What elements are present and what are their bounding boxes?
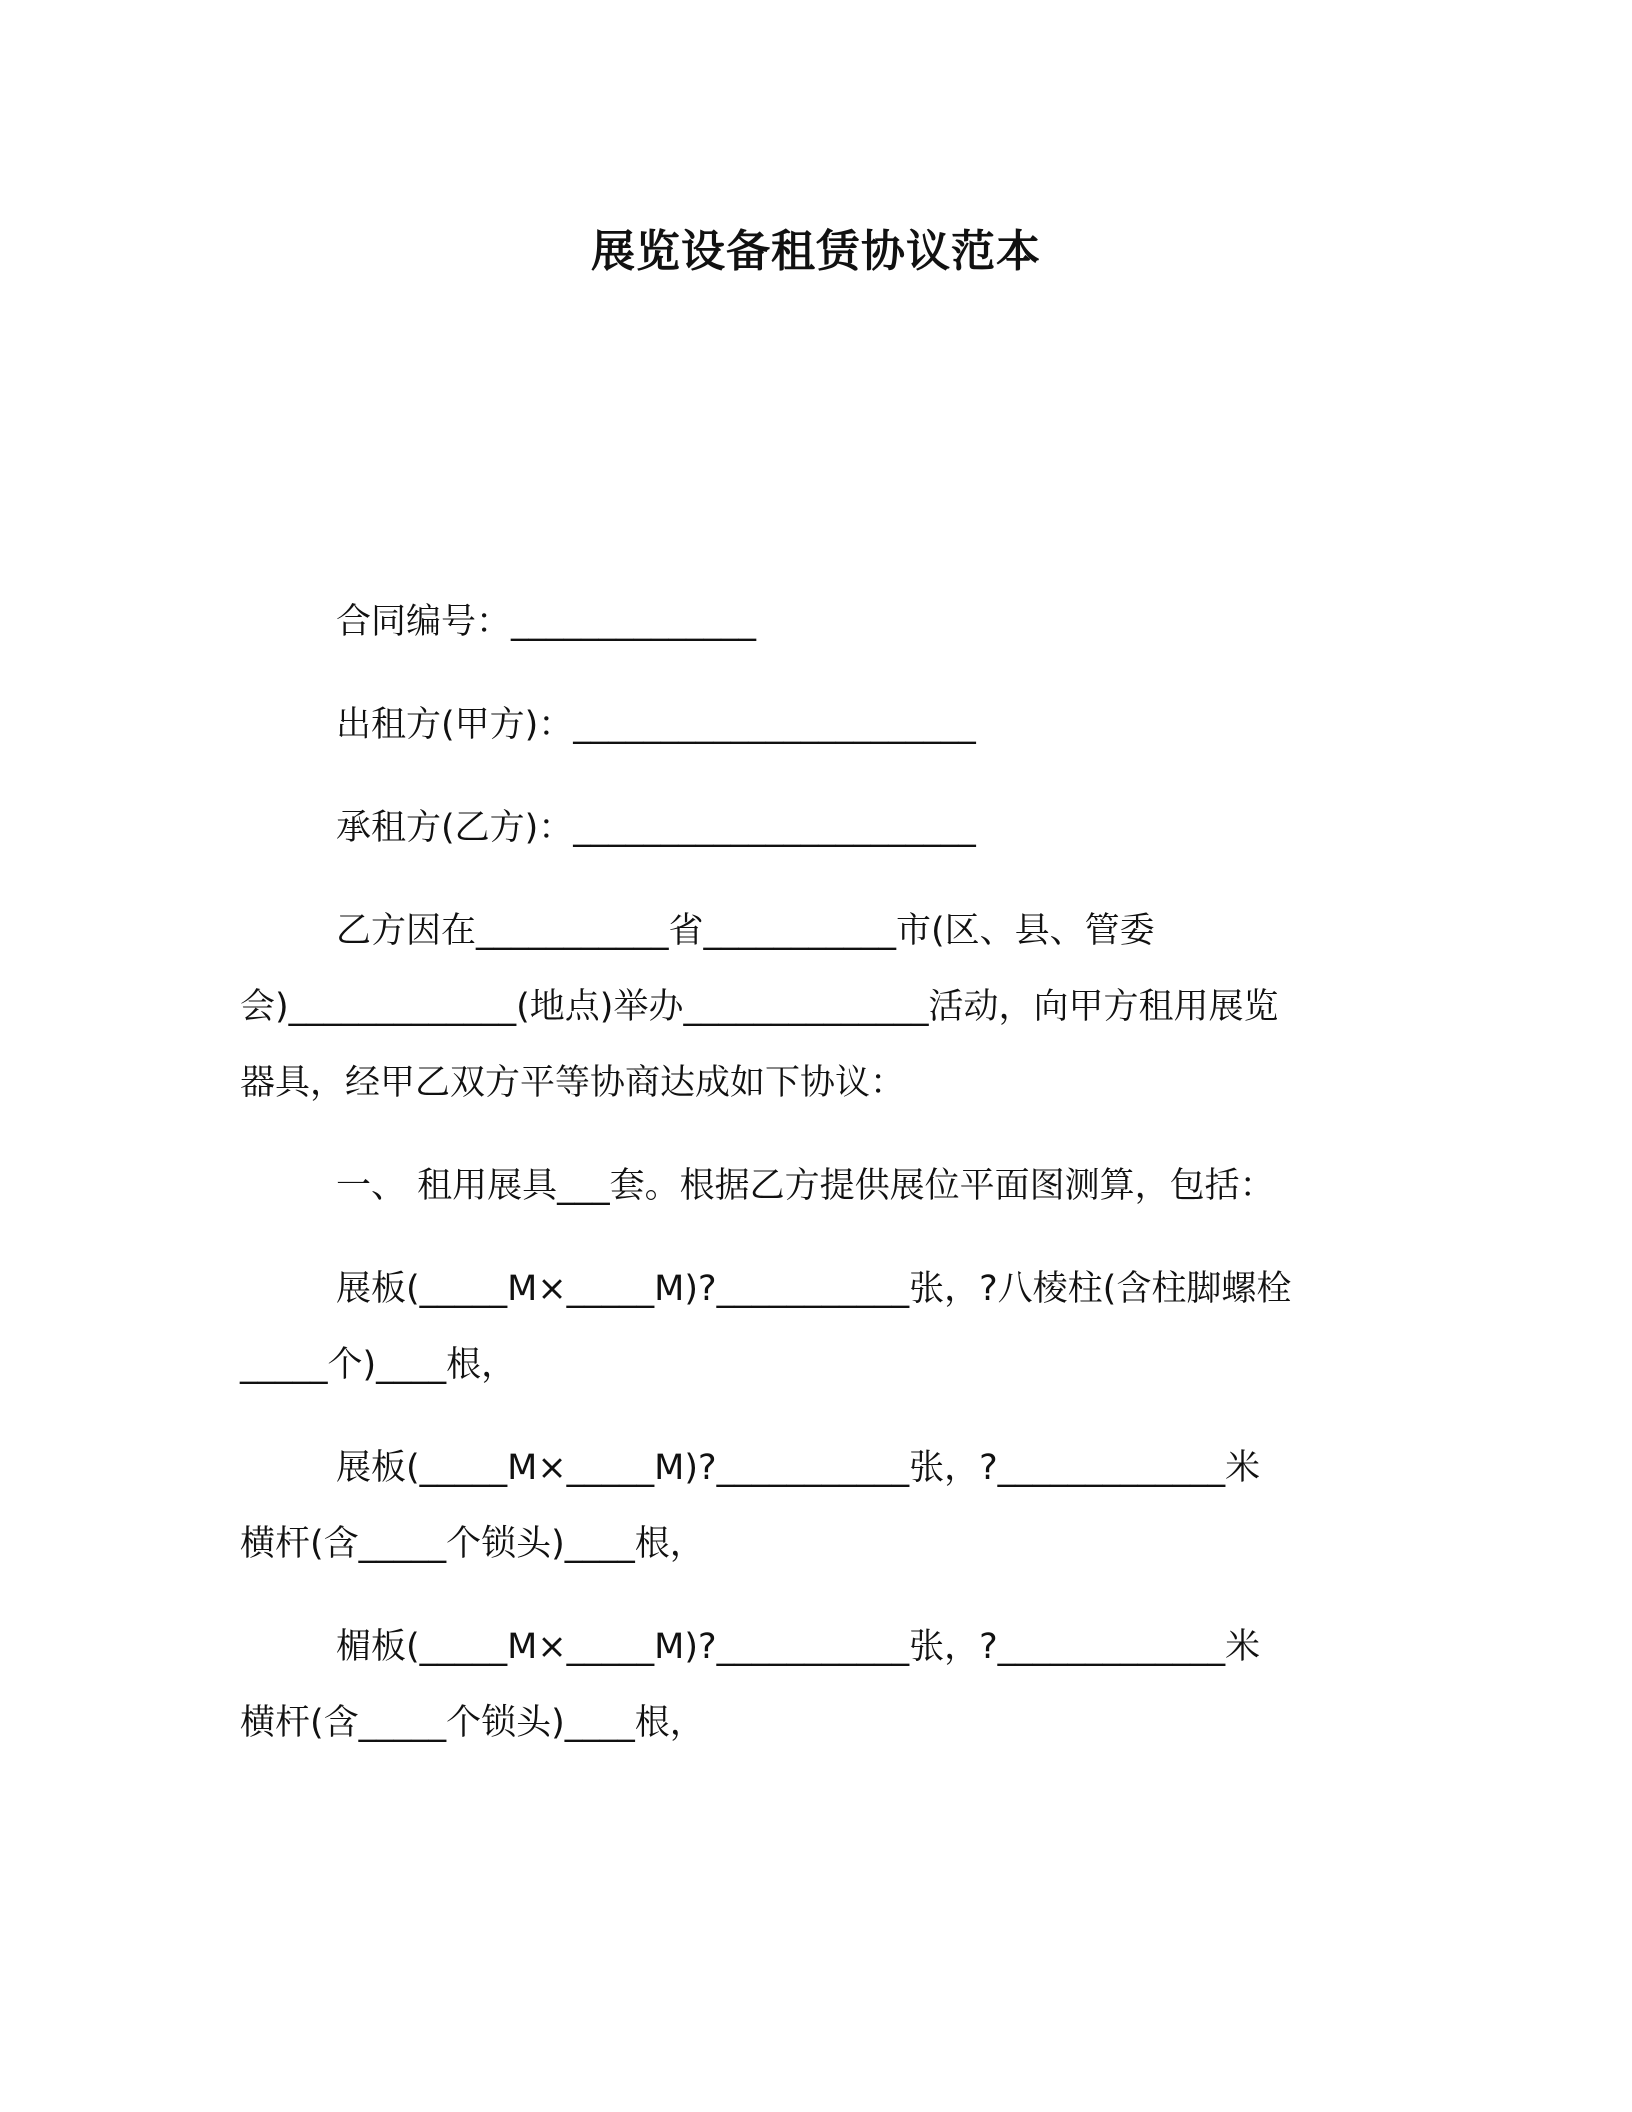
contract-number-line: 合同编号：______________ <box>336 602 757 642</box>
item-2-line-2: 横杆(含_____个锁头)____根， <box>240 1524 705 1564</box>
paragraph-1-line-3: 器具，经甲乙双方平等协商达成如下协议： <box>240 1063 906 1103</box>
lessor-line: 出租方(甲方)：_______________________ <box>336 705 976 745</box>
item-2-line-1: 展板(_____M×_____M)?___________张，?_____________米 <box>336 1448 1261 1488</box>
lessee-line: 承租方(乙方)：_______________________ <box>336 808 976 848</box>
paragraph-1-line-1: 乙方因在___________省___________市(区、县、管委 <box>336 911 1155 951</box>
item-3-line-1: 楣板(_____M×_____M)?___________张，?_____________米 <box>336 1627 1261 1667</box>
item-1-line-2: _____个)____根， <box>240 1345 517 1385</box>
document-title: 展览设备租赁协议范本 <box>591 226 1041 277</box>
item-1-line-1: 展板(_____M×_____M)?___________张，?八棱柱(含柱脚螺栓 <box>336 1269 1292 1309</box>
paragraph-1-line-2: 会)_____________(地点)举办______________活动，向甲方租用展览 <box>240 987 1279 1027</box>
clause-1: 一、 租用展具___套。根据乙方提供展位平面图测算，包括： <box>336 1166 1275 1206</box>
item-3-line-2: 横杆(含_____个锁头)____根， <box>240 1703 705 1743</box>
